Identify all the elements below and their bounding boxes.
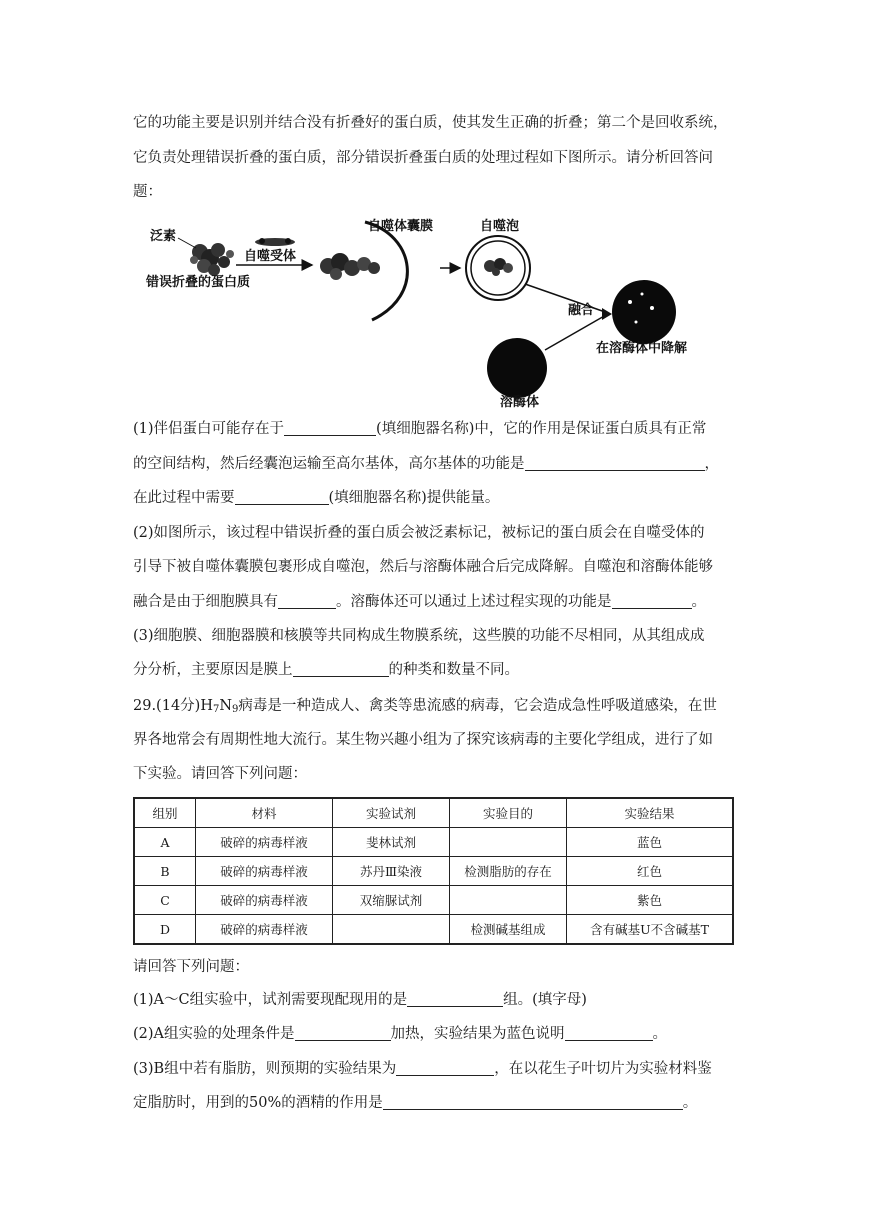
table-row bbox=[134, 886, 733, 915]
q29-text-n: N bbox=[219, 698, 233, 714]
q1-text-c2: (填细胞器名称)提供能量。 bbox=[328, 490, 500, 506]
q2-text-c2: 。溶酶体还可以通过上述过程实现的功能是 bbox=[336, 594, 612, 610]
table-row bbox=[134, 915, 733, 945]
experiment-table bbox=[133, 797, 734, 945]
label-ubiquitin: 泛素 bbox=[150, 229, 177, 244]
followup-blank-3[interactable] bbox=[565, 1024, 653, 1041]
header-reagent: 实验试剂 bbox=[333, 798, 450, 828]
followup-blank-4[interactable] bbox=[396, 1059, 494, 1076]
q1-blank-2[interactable] bbox=[525, 454, 705, 471]
q2-text-c3: 。 bbox=[691, 594, 706, 610]
followup-blank-1[interactable] bbox=[407, 990, 503, 1007]
cell-reagent: 苏丹Ⅲ染液 bbox=[333, 857, 450, 886]
followup-text-4a: 定脂肪时，用到的50%的酒精的作用是 bbox=[133, 1095, 383, 1111]
cell-reagent: 斐林试剂 bbox=[333, 828, 450, 857]
table-row bbox=[134, 857, 733, 886]
label-membrane: 自噬体囊膜 bbox=[368, 219, 434, 234]
q2-blank-1[interactable] bbox=[278, 592, 336, 609]
q29-line-3: 下实验。请回答下列问题： bbox=[133, 766, 307, 782]
followup-text-3a: (3)B组中若有脂肪，则预期的实验结果为 bbox=[133, 1061, 397, 1077]
protein-degradation-diagram bbox=[140, 210, 688, 410]
q1-text-a1: (1)伴侣蛋白可能存在于 bbox=[133, 421, 285, 437]
label-autophagy-receptor: 自噬受体 bbox=[244, 249, 297, 264]
cell-reagent: 双缩脲试剂 bbox=[333, 886, 450, 915]
cell-group: D bbox=[134, 915, 196, 945]
q1-text-b1: 的空间结构，然后经囊泡运输至高尔基体，高尔基体的功能是 bbox=[133, 456, 525, 472]
autophagy-receptor-blob bbox=[255, 238, 295, 246]
cell-purpose: 检测脂肪的存在 bbox=[450, 857, 567, 886]
q29-sub-9: 9 bbox=[232, 704, 239, 715]
q3-text-b2: 的种类和数量不同。 bbox=[388, 662, 519, 678]
q1-line-2 bbox=[133, 454, 719, 474]
label-fusion: 融合 bbox=[568, 303, 595, 318]
cell-result: 紫色 bbox=[567, 886, 734, 915]
q1-blank-1[interactable] bbox=[284, 419, 376, 436]
followup-line-1 bbox=[133, 990, 587, 1010]
line-autophagosome-fusion bbox=[525, 284, 608, 313]
followup-line-2 bbox=[133, 1024, 667, 1044]
q3-line-1: (3)细胞膜、细胞器膜和核膜等共同构成生物膜系统，这些膜的功能不尽相同，从其组成成 bbox=[133, 628, 705, 644]
followup-blank-5[interactable] bbox=[383, 1093, 683, 1110]
followup-intro: 请回答下列问题： bbox=[133, 959, 249, 975]
q1-text-c1: 在此过程中需要 bbox=[133, 490, 235, 506]
fusion-arrowhead bbox=[602, 308, 612, 320]
cell-material: 破碎的病毒样液 bbox=[196, 886, 333, 915]
q3-blank-1[interactable] bbox=[293, 660, 389, 677]
degrading-lysosome bbox=[612, 280, 676, 344]
followup-text-1a: (1)A～C组实验中，试剂需要现配现用的是 bbox=[133, 992, 408, 1008]
label-autophagosome: 自噬泡 bbox=[480, 219, 520, 234]
q3-line-2 bbox=[133, 660, 519, 680]
q1-line-3 bbox=[133, 488, 499, 508]
intro-line-3: 题： bbox=[133, 184, 162, 200]
lysosome bbox=[487, 338, 547, 398]
autophagosome bbox=[466, 236, 530, 300]
q2-blank-2[interactable] bbox=[612, 592, 692, 609]
cell-group: C bbox=[134, 886, 196, 915]
q29-text-rest: 病毒是一种造成人、禽类等患流感的病毒，它会造成急性呼吸道感染，在世 bbox=[238, 698, 717, 714]
followup-text-4b: 。 bbox=[682, 1095, 698, 1111]
q2-line-1: (2)如图所示，该过程中错误折叠的蛋白质会被泛素标记，被标记的蛋白质会在自噬受体的 bbox=[133, 525, 705, 541]
tagged-protein-blob bbox=[320, 253, 380, 280]
cell-purpose bbox=[450, 828, 567, 857]
cell-purpose bbox=[450, 886, 567, 915]
header-purpose: 实验目的 bbox=[450, 798, 567, 828]
intro-line-2: 它负责处理错误折叠的蛋白质，部分错误折叠蛋白质的处理过程如下图所示。请分析回答问 bbox=[133, 150, 713, 166]
header-result: 实验结果 bbox=[567, 798, 734, 828]
followup-line-3 bbox=[133, 1059, 712, 1079]
cell-material: 破碎的病毒样液 bbox=[196, 915, 333, 945]
misfolded-protein-blob bbox=[190, 243, 234, 276]
followup-text-2a: (2)A组实验的处理条件是 bbox=[133, 1026, 295, 1042]
cell-result: 含有碱基U不含碱基T bbox=[567, 915, 734, 945]
header-material: 材料 bbox=[196, 798, 333, 828]
followup-text-1b: 组。(填字母) bbox=[503, 992, 587, 1008]
ubiquitin-pointer bbox=[178, 238, 196, 248]
followup-text-2b: 加热，实验结果为蓝色说明 bbox=[390, 1026, 565, 1042]
q29-sub-7: 7 bbox=[212, 704, 220, 715]
cell-material: 破碎的病毒样液 bbox=[196, 828, 333, 857]
header-group: 组别 bbox=[134, 798, 196, 828]
followup-blank-2[interactable] bbox=[295, 1024, 391, 1041]
q1-text-a2: (填细胞器名称)中，它的作用是保证蛋白质具有正常 bbox=[376, 421, 707, 437]
label-degrade: 在溶酶体中降解 bbox=[596, 341, 688, 356]
table-row bbox=[134, 828, 733, 857]
cell-purpose: 检测碱基组成 bbox=[450, 915, 567, 945]
q29-line-1 bbox=[133, 696, 717, 720]
q1-line-1 bbox=[133, 419, 706, 439]
cell-result: 红色 bbox=[567, 857, 734, 886]
cell-group: B bbox=[134, 857, 196, 886]
cell-group: A bbox=[134, 828, 196, 857]
label-lysosome: 溶酶体 bbox=[500, 395, 540, 410]
intro-line-1: 它的功能主要是识别并结合没有折叠好的蛋白质，使其发生正确的折叠；第二个是回收系统， bbox=[133, 115, 728, 131]
q2-text-c1: 融合是由于细胞膜具有 bbox=[133, 594, 278, 610]
q2-line-3 bbox=[133, 592, 706, 612]
label-misfolded-protein: 错误折叠的蛋白质 bbox=[146, 275, 251, 290]
q29-line-2: 界各地常会有周期性地大流行。某生物兴趣小组为了探究该病毒的主要化学组成，进行了如 bbox=[133, 732, 713, 748]
cell-reagent bbox=[333, 915, 450, 945]
cell-result: 蓝色 bbox=[567, 828, 734, 857]
followup-line-4 bbox=[133, 1093, 697, 1113]
followup-text-3b: ，在以花生子叶切片为实验材料鉴 bbox=[494, 1061, 712, 1077]
followup-text-2c: 。 bbox=[652, 1026, 668, 1042]
q3-text-b1: 分分析，主要原因是膜上 bbox=[133, 662, 293, 678]
q1-blank-3[interactable] bbox=[235, 488, 329, 505]
q1-text-b2: ， bbox=[704, 456, 719, 472]
table-header-row bbox=[134, 798, 733, 828]
cell-material: 破碎的病毒样液 bbox=[196, 857, 333, 886]
q2-line-2: 引导下被自噬体囊膜包裹形成自噬泡，然后与溶酶体融合后完成降解。自噬泡和溶酶体能够 bbox=[133, 559, 713, 575]
q29-text-h: 29.(14分)H bbox=[133, 698, 213, 714]
